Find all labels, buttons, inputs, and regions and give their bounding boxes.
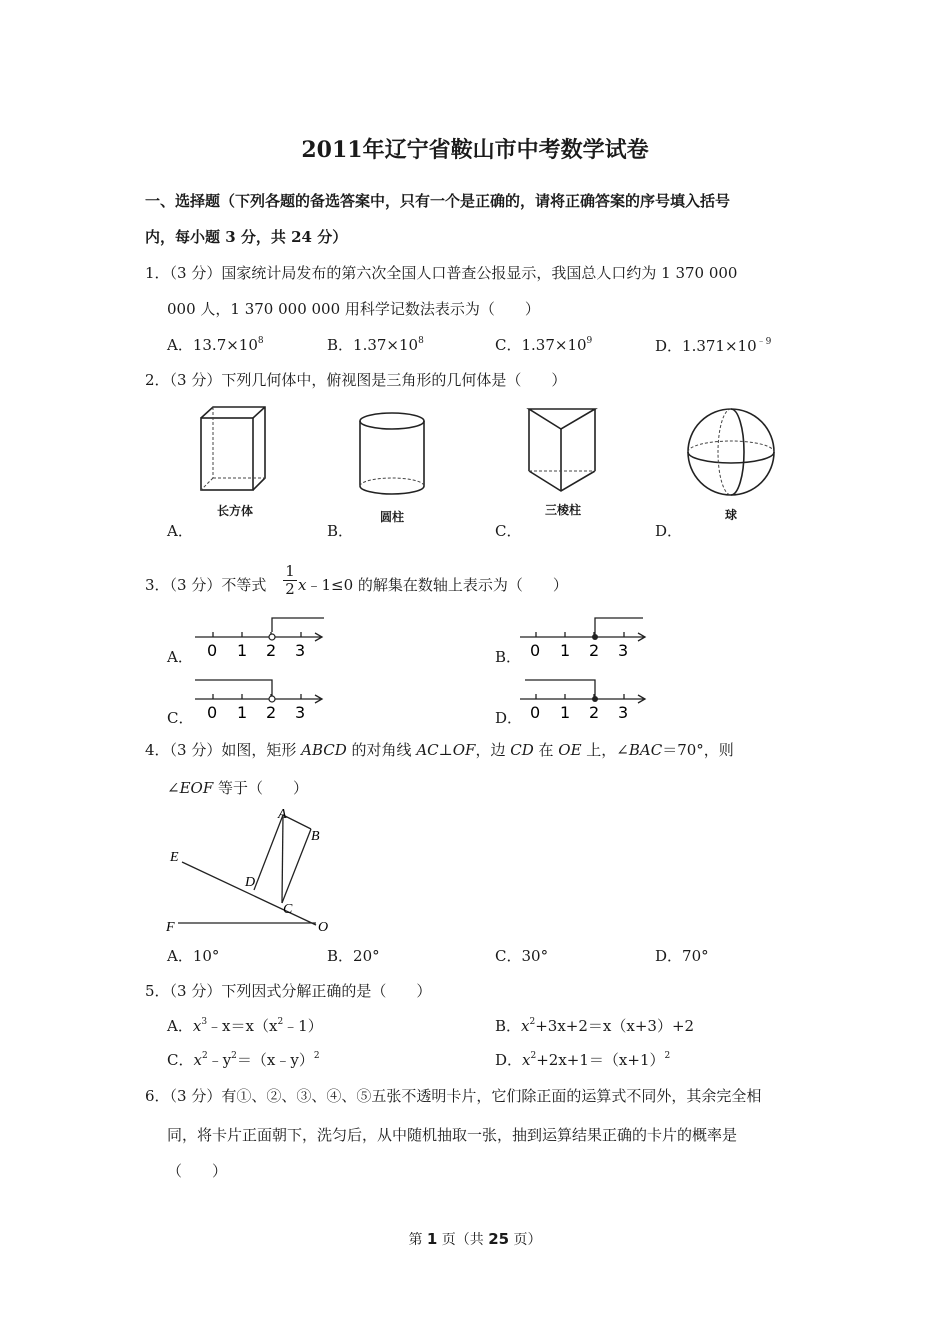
tick-label-0: 0 xyxy=(207,641,218,660)
q3-option-d: D． xyxy=(495,709,523,727)
q5-option-d: D．$x^2+2x+1=(x+1)^2$ xyxy=(495,1051,671,1069)
q1-option-b: B．$1.37\times 10^8$ xyxy=(327,336,424,354)
q4-line1: 4．（3 分）如图，矩形 ABCD 的对角线 AC⊥OF，边 CD 在 OE 上，∠BAC＝70°，则 xyxy=(145,741,734,759)
q4-geometry-figure xyxy=(160,805,340,937)
number-line-d xyxy=(515,674,655,724)
q6-line2: 同，将卡片正面朝下，洗匀后，从中随机抽取一张，抽到运算结果正确的卡片的概率是 xyxy=(167,1126,738,1144)
sphere-figure xyxy=(684,405,778,499)
page-footer: 第 1 页（共 25 页） xyxy=(408,1230,542,1248)
total-pages: 25 xyxy=(488,1230,510,1248)
q2-option-c: C． xyxy=(495,522,522,540)
q1-line2: 000 人，1 370 000 000 用科学记数法表示为（ ） xyxy=(167,300,540,318)
number-line-a xyxy=(190,612,330,662)
point-label-e: E xyxy=(170,850,179,865)
point-label-f: F xyxy=(166,920,175,935)
figure-label-prism: 三棱柱 xyxy=(544,503,581,517)
figure-label-cuboid: 长方体 xyxy=(216,504,253,518)
q4-option-d: D．70° xyxy=(655,947,709,965)
point-label-d: D xyxy=(245,875,256,890)
tick-label-1: 1 xyxy=(237,641,248,660)
point-label-c: C xyxy=(283,902,293,917)
q2-option-d: D． xyxy=(655,522,683,540)
tick-label-3: 3 xyxy=(618,703,629,722)
q4-option-c: C．30° xyxy=(495,947,549,965)
tick-label-0: 0 xyxy=(530,641,541,660)
point-label-b: B xyxy=(311,829,320,844)
tick-label-3: 3 xyxy=(295,641,306,660)
section-heading-line1: 一、选择题（下列各题的备选答案中，只有一个是正确的，请将正确答案的序号填入括号 xyxy=(145,192,731,210)
q1-option-a: A．$13.7\times 10^8$ xyxy=(167,336,264,354)
number-line-b xyxy=(515,612,655,662)
q2-option-a: A． xyxy=(167,522,193,540)
q4-option-a: A．10° xyxy=(167,947,220,965)
section-heading-line2: 内，每小题 3 分，共 24 分） xyxy=(145,228,348,246)
tick-label-1: 1 xyxy=(560,641,571,660)
q3-option-b: B． xyxy=(495,648,522,666)
q5-text: 5．（3 分）下列因式分解正确的是（ ） xyxy=(145,982,432,1000)
q3-text-prefix: 3．（3 分）不等式 xyxy=(145,576,267,594)
fraction-denominator: 2 xyxy=(285,580,295,598)
q3-option-c: C． xyxy=(167,709,194,727)
q4-line2: ∠EOF 等于（ ） xyxy=(167,779,309,797)
tick-label-3: 3 xyxy=(618,641,629,660)
point-label-a: A xyxy=(278,807,287,822)
q4-option-b: B．20° xyxy=(327,947,380,965)
q2-option-b: B． xyxy=(327,522,354,540)
q6-line3: （ ） xyxy=(167,1162,228,1180)
q3-option-a: A． xyxy=(167,648,193,666)
q3-text-suffix: x﹣1≤0 的解集在数轴上表示为（ ） xyxy=(298,576,568,594)
figure-label-sphere: 球 xyxy=(724,508,737,522)
tick-label-2: 2 xyxy=(589,641,600,660)
q3-fraction xyxy=(283,563,297,598)
q1-option-d: D．$1.371\times 10^{﹣9}$ xyxy=(655,337,772,355)
tick-label-0: 0 xyxy=(207,703,218,722)
number-line-c xyxy=(190,674,330,724)
tick-label-0: 0 xyxy=(530,703,541,722)
cuboid-figure xyxy=(195,403,270,495)
fraction-numerator: 1 xyxy=(285,562,295,580)
q5-option-b: B．$x^2+3x+2=x(x+3)+2$ xyxy=(495,1017,695,1035)
q6-line1: 6．（3 分）有①、②、③、④、⑤五张不透明卡片，它们除正面的运算式不同外，其余完全相 xyxy=(145,1087,762,1105)
point-label-o: O xyxy=(318,920,329,935)
q1-option-c: C．$1.37\times 10^9$ xyxy=(495,336,593,354)
q5-option-c: C．$x^2﹣y^2=(x﹣y)^2$ xyxy=(167,1051,320,1069)
triangular-prism-figure xyxy=(525,403,600,495)
page-title: 2011年辽宁省鞍山市中考数学试卷 xyxy=(301,137,649,163)
tick-label-3: 3 xyxy=(295,703,306,722)
q2-text: 2．（3 分）下列几何体中，俯视图是三角形的几何体是（ ） xyxy=(145,371,567,389)
q5-option-a: A．$x^3﹣x=x(x^2﹣1)$ xyxy=(167,1017,323,1035)
figure-label-cylinder: 圆柱 xyxy=(379,510,404,524)
q1-line1: 1．（3 分）国家统计局发布的第六次全国人口普查公报显示，我国总人口约为 1 370 000 xyxy=(145,264,738,282)
cylinder-figure xyxy=(355,410,430,500)
tick-label-2: 2 xyxy=(266,641,277,660)
tick-label-2: 2 xyxy=(589,703,600,722)
tick-label-2: 2 xyxy=(266,703,277,722)
tick-label-1: 1 xyxy=(560,703,571,722)
tick-label-1: 1 xyxy=(237,703,248,722)
page-number: 1 xyxy=(426,1230,438,1248)
